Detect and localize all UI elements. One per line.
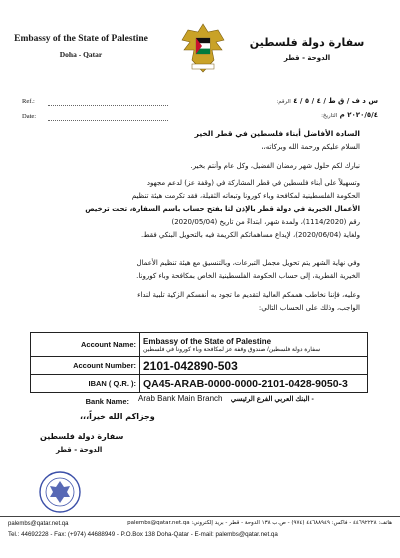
ref-label: Ref.: (22, 98, 35, 105)
embassy-location-ar: الدوحة - قطر (283, 54, 331, 62)
account-number-label: Account Number: (31, 357, 140, 375)
account-name-en: Embassy of the State of Palestine (143, 336, 272, 346)
bank-name-ar: البنك العربي الفرع الرئيسي - (230, 396, 314, 403)
account-number-row (31, 357, 368, 375)
ar-date-label: التاريخ: (321, 113, 338, 119)
salutation: السادة الأفاضل أبناء فلسطين في قطر الخير (194, 129, 360, 138)
ar-ref-label: الرقم: (276, 99, 291, 105)
paragraph-2-line-5: ولغاية (2020/06/04)، لإيداع مساهماتكم الكريمة فيه بالتحويل البنكي فقط. (140, 231, 360, 239)
paragraph-1: نبارك لكم حلول شهر رمضان الفضيل، وكل عام وأنتم بخير. (190, 162, 360, 170)
signature-embassy-ar: سفارة دولة فلسطين (40, 432, 124, 441)
iban-row (31, 375, 368, 393)
paragraph-2-line-4: رقم (1114/2020)، ولمدة شهر، ابتداءً من تاريخ (2020/05/04) (171, 218, 360, 226)
account-name-row (31, 333, 368, 357)
embassy-stamp-icon (38, 470, 82, 514)
iban-label: IBAN ( Q.R. ): (31, 375, 140, 393)
closing-line: وجزاكم الله خيراً،،، (80, 412, 155, 421)
account-name-ar: سفارة دولة فلسطين/ صندوق وقفة عز لمكافحة وباء كورونا في فلسطين (143, 346, 321, 353)
embassy-name-ar: سفارة دولة فلسطين (249, 36, 365, 49)
bank-name-en: Arab Bank Main Branch (138, 394, 223, 403)
paragraph-3-line-1: وفي نهاية الشهر يتم تحويل مجمل التبرعات، وبالتنسيق مع هيئة تنظيم الأعمال (136, 259, 360, 267)
account-details-table (30, 332, 368, 393)
footer-email-left[interactable]: palembs@qatar.net.qa (8, 521, 69, 527)
account-name-label: Account Name: (31, 333, 140, 357)
ar-date-value: ٢٠٢٠/٥/٤ م (339, 111, 378, 119)
ar-ref-value: س د ف / ق ط / ٤ / ٥ / ٤ (293, 97, 378, 105)
footer-divider (0, 516, 400, 517)
ar-ref (258, 97, 378, 105)
greeting: السلام عليكم ورحمة الله وبركاته،، (261, 143, 360, 151)
paragraph-2-line-2: الحكومة الفلسطينية لمكافحة وباء كورونا وتبعاته الثقيلة، فقد تكرمت هيئة تنظيم (131, 192, 360, 200)
embassy-name-en: Embassy of the State of Palestine (14, 34, 148, 44)
paragraph-4-line-1: وعليه، فإننا نخاطب هممكم العالية لتقديم ما تجود به أنفسكم الزكية تلبية لنداء (137, 291, 360, 299)
paragraph-4-line-2: الواجب، وذلك على الحساب التالي: (258, 304, 360, 312)
embassy-location-en: Doha - Qatar (59, 50, 103, 59)
footer-contact-en: Tel.: 44692228 - Fax: (+974) 44688949 - P.O.Box 138 Doha-Qatar - E-mail: palembs@qatar.net.qa (8, 531, 278, 538)
account-number-value: 2101-042890-503 (140, 357, 368, 375)
iban-value: QA45-ARAB-0000-0000-2101-0428-9050-3 (140, 375, 368, 393)
eagle-emblem-icon (178, 20, 228, 78)
paragraph-2-line-3: الأعمال الخيرية في دولة قطر بالإذن لنا بفتح حساب باسم السفارة، تحت ترخيص (85, 205, 360, 213)
ar-date (303, 111, 378, 119)
bank-name-label: Bank Name: (85, 397, 129, 406)
paragraph-2-line-1: وتسهيلاً على أبناء فلسطين في قطر المشاركة في (وقفة عز) لدعم مجهود (146, 179, 360, 187)
bank-name-value (138, 394, 368, 403)
paragraph-3-line-2: الخيرية القطرية، إلى حساب الحكومة الفلسطينية الخاص بمكافحة وباء كورونا. (136, 272, 360, 280)
signature-location-ar: الدوحة - قطر (56, 446, 103, 454)
footer-contact-ar: هاتف: ٤٤٦٩٢٢٢٨ - فاكس: ٤٤٦٨٨٩٤٩ (٩٧٤) - ص.ب ١٣٨ الدوحة - قطر - بريد إلكتروني: palembs@qatar.net.qa (127, 520, 392, 526)
date-label: Date: (22, 113, 36, 120)
